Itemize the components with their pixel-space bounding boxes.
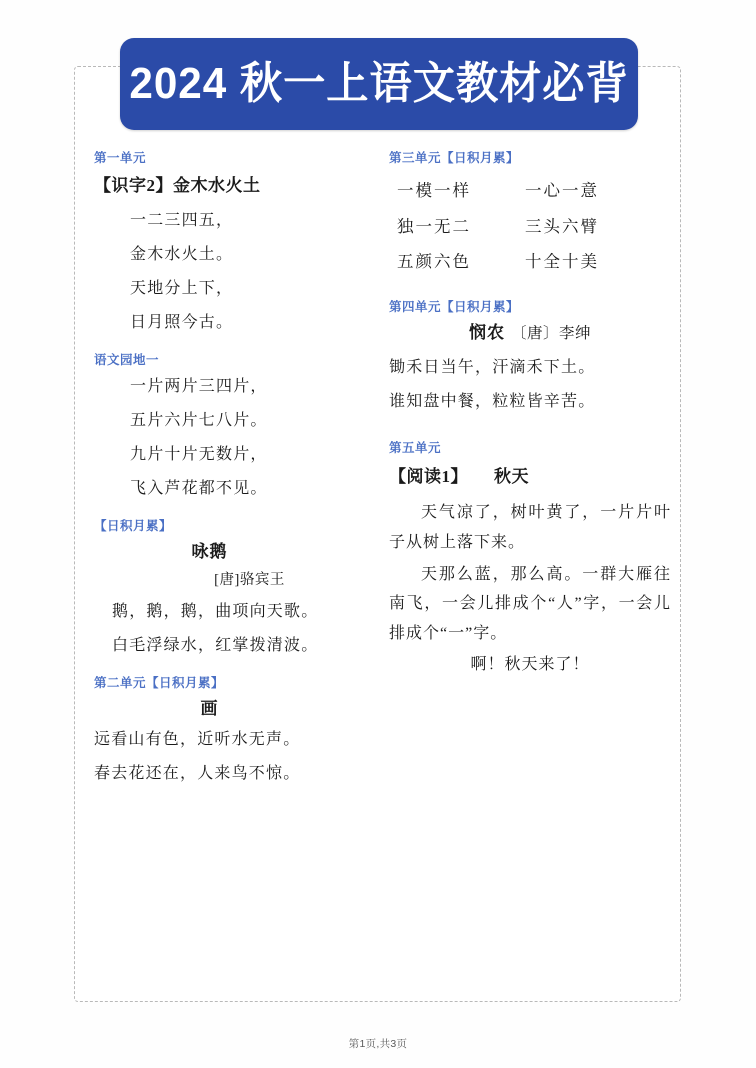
idiom-item: 十全十美	[525, 252, 599, 272]
unit1-lesson-title: 【识字2】金木水火土	[94, 176, 261, 196]
unit1-line: 一二三四五，	[130, 212, 234, 230]
poem-header-minnong	[389, 321, 671, 345]
minnong-line: 锄禾日当午，汗滴禾下土。	[389, 358, 596, 376]
idiom-item: 五颜六色	[397, 252, 471, 272]
section-unit1	[94, 150, 371, 336]
poem-title-yonge: 咏鹅	[191, 541, 228, 561]
qiutian-paragraph: 啊！秋天来了！	[470, 656, 590, 674]
idiom-item: 三头六臂	[525, 216, 599, 236]
section-garden1	[94, 352, 371, 502]
unit5-lesson-header	[389, 465, 671, 489]
unit1-line: 金木水火土。	[130, 245, 234, 263]
left-column	[74, 150, 379, 1002]
unit1-heading: 第一单元	[94, 151, 147, 165]
poem-author-minnong: 〔唐〕李绅	[510, 324, 591, 342]
idiom-item: 一心一意	[525, 181, 599, 201]
idiom-item: 独一无二	[397, 216, 471, 236]
poem-author-yonge: [唐]骆宾王	[214, 571, 285, 588]
garden1-line: 飞入芦花都不见。	[130, 479, 268, 497]
minnong-line: 谁知盘中餐，粒粒皆辛苦。	[389, 392, 596, 410]
poem-title-hua: 画	[200, 699, 219, 719]
yonge-line: 白毛浮绿水，红掌拨清波。	[112, 637, 319, 655]
garden1-heading: 语文园地一	[94, 352, 160, 367]
section-unit3	[389, 150, 671, 273]
unit3-heading: 第三单元【日积月累】	[389, 151, 520, 165]
idiom-item: 一模一样	[397, 181, 471, 201]
poem-title-minnong: 悯农	[468, 322, 505, 342]
idiom-grid	[397, 180, 671, 272]
section-unit4	[389, 299, 671, 415]
right-column	[379, 150, 681, 1002]
page-footer: 第1页,共3页	[348, 1038, 408, 1050]
garden1-line: 九片十片无数片，	[130, 445, 268, 463]
title-banner	[120, 38, 638, 130]
accumulate1-heading: 【日积月累】	[94, 518, 173, 533]
qiutian-paragraph: 天那么蓝，那么高。一群大雁往南飞，一会儿排成个“人”字，一会儿排成个“一”字。	[389, 565, 671, 642]
unit2-heading: 第二单元【日积月累】	[94, 676, 225, 691]
section-accumulate1	[94, 518, 371, 660]
banner-title-text: 2024 秋一上语文教材必背	[129, 59, 629, 108]
garden1-line: 五片六片七八片。	[130, 411, 268, 429]
content-columns	[74, 150, 681, 1002]
section-unit2	[94, 675, 371, 787]
hua-line: 远看山有色，近听水无声。	[94, 731, 301, 749]
qiutian-paragraph: 天气凉了，树叶黄了，一片片叶子从树上落下来。	[389, 504, 671, 552]
unit5-lesson-title: 秋天	[494, 466, 529, 486]
unit5-heading: 第五单元	[389, 441, 442, 456]
unit4-heading: 第四单元【日积月累】	[389, 299, 520, 314]
yonge-line: 鹅，鹅，鹅，曲项向天歌。	[112, 603, 319, 621]
unit5-lesson-label: 【阅读1】	[389, 466, 468, 486]
garden1-line: 一片两片三四片，	[130, 377, 268, 395]
section-unit5	[389, 440, 671, 680]
unit1-line: 天地分上下，	[130, 279, 234, 297]
unit1-line: 日月照今古。	[130, 313, 234, 331]
hua-line: 春去花还在，人来鸟不惊。	[94, 765, 301, 783]
